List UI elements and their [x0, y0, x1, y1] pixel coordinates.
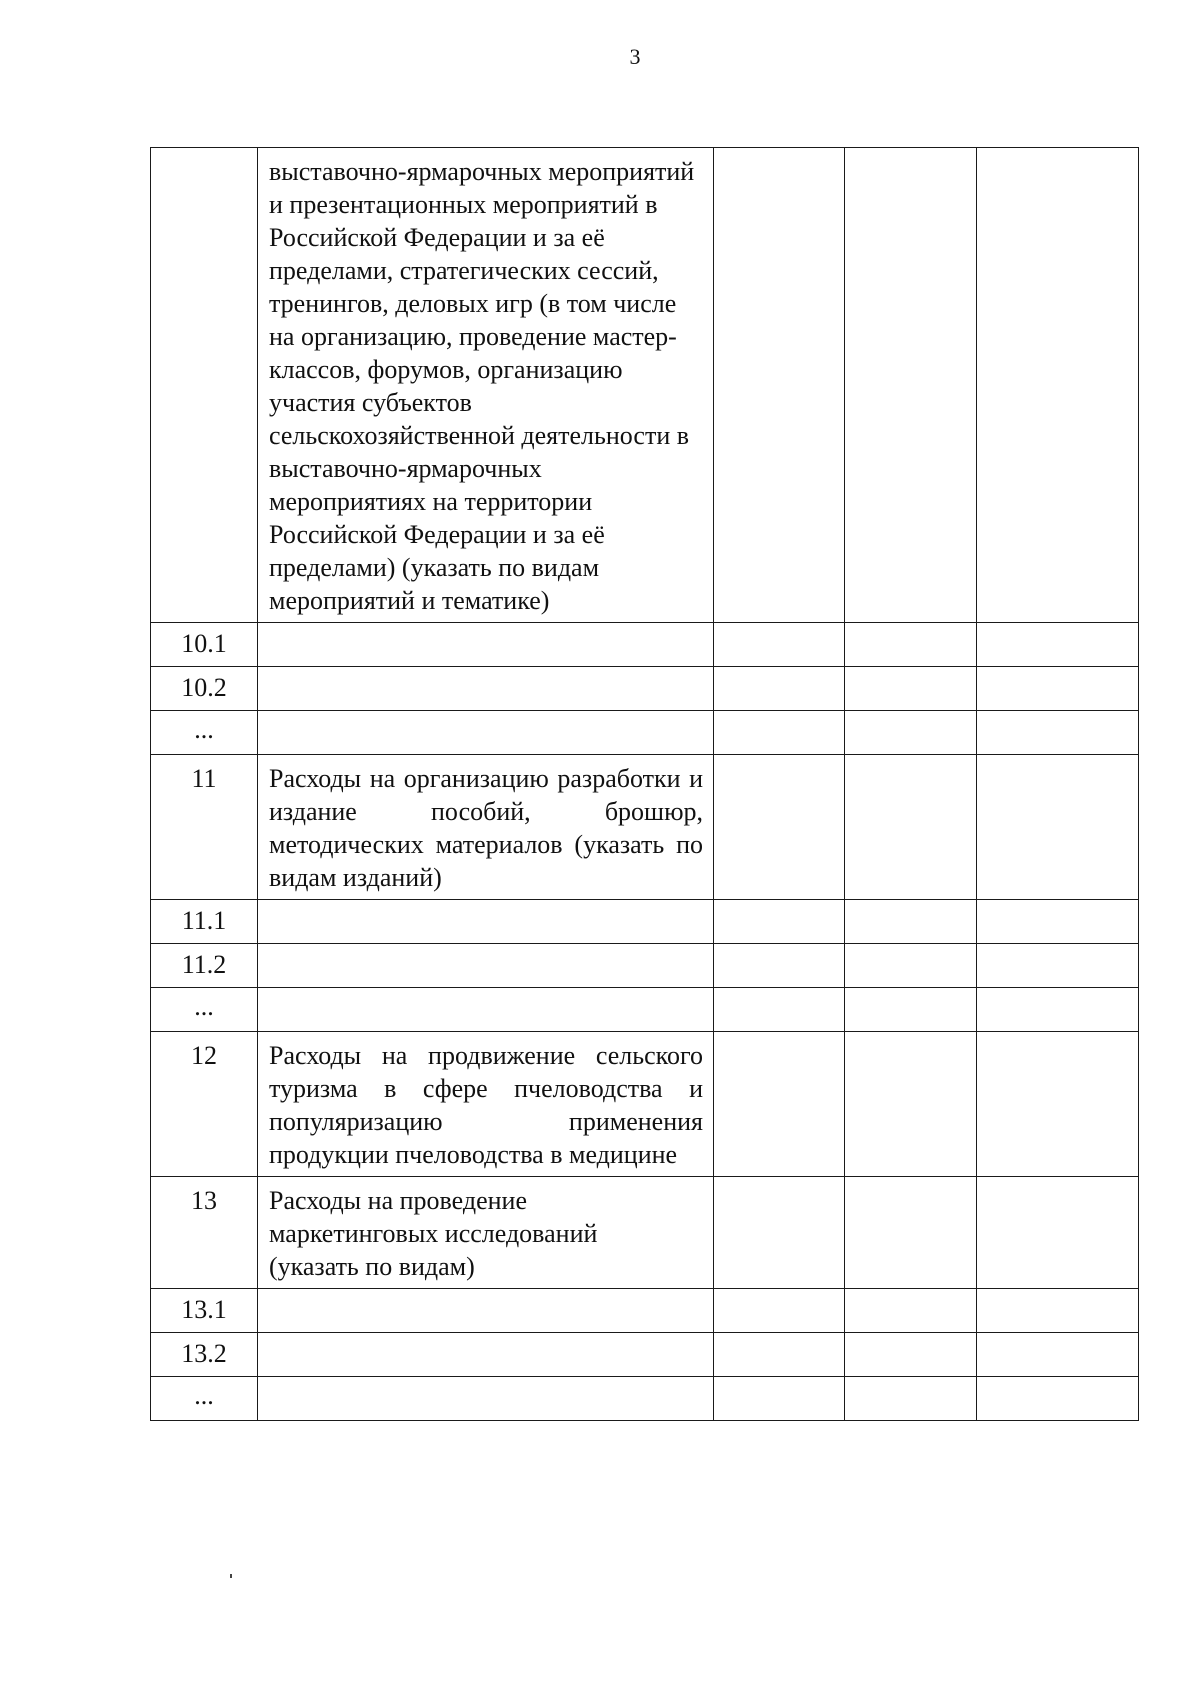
table-cell: [714, 1333, 845, 1377]
table-cell: [977, 667, 1139, 711]
table-cell: [714, 1032, 845, 1177]
table-row: [151, 1177, 1139, 1289]
table-cell: [977, 1377, 1139, 1421]
row-number: 11: [151, 755, 258, 900]
table-cell: [845, 1289, 977, 1333]
table-cell: [977, 148, 1139, 623]
table-row: [151, 1333, 1139, 1377]
table-row: [151, 623, 1139, 667]
table-cell: [714, 1289, 845, 1333]
row-description: Расходы на продвижение сельского туризма в сфере пчеловодства и популяризацию применения продукции пчеловодства в медицине: [258, 1032, 714, 1177]
table-cell: [714, 623, 845, 667]
row-description: [258, 1333, 714, 1377]
table-row: [151, 711, 1139, 755]
table-row: [151, 667, 1139, 711]
table-cell: [977, 1333, 1139, 1377]
table-cell: [714, 1177, 845, 1289]
row-number: 10.2: [151, 667, 258, 711]
table-cell: [845, 1032, 977, 1177]
table-cell: [845, 900, 977, 944]
row-number: ...: [151, 711, 258, 755]
table-cell: [845, 988, 977, 1032]
row-description: [258, 711, 714, 755]
row-number: 13: [151, 1177, 258, 1289]
scan-speck: [230, 1574, 232, 1578]
row-number: 11.2: [151, 944, 258, 988]
page-number: 3: [629, 44, 641, 69]
row-number: ...: [151, 988, 258, 1032]
table-row: [151, 988, 1139, 1032]
row-description: Расходы на проведение маркетинговых исследований (указать по видам): [258, 1177, 714, 1289]
table-cell: [977, 944, 1139, 988]
table-row: [151, 1032, 1139, 1177]
table-cell: [977, 711, 1139, 755]
table-row: [151, 755, 1139, 900]
table-cell: [714, 988, 845, 1032]
table-cell: [845, 1377, 977, 1421]
row-number: 13.2: [151, 1333, 258, 1377]
row-description: [258, 667, 714, 711]
table-cell: [977, 1177, 1139, 1289]
table-row: [151, 944, 1139, 988]
table-cell: [977, 1289, 1139, 1333]
row-number: 13.1: [151, 1289, 258, 1333]
expense-table: [150, 147, 1139, 1421]
row-description: [258, 900, 714, 944]
table-cell: [714, 755, 845, 900]
table-cell: [845, 1177, 977, 1289]
table-cell: [977, 1032, 1139, 1177]
row-number: [151, 148, 258, 623]
row-number: ...: [151, 1377, 258, 1421]
table-cell: [714, 711, 845, 755]
table-cell: [845, 711, 977, 755]
table-cell: [714, 1377, 845, 1421]
table-row: [151, 900, 1139, 944]
table-cell: [845, 148, 977, 623]
row-description: [258, 1289, 714, 1333]
table-row: [151, 1377, 1139, 1421]
row-number: 11.1: [151, 900, 258, 944]
table-cell: [845, 623, 977, 667]
table-cell: [845, 944, 977, 988]
row-number: 10.1: [151, 623, 258, 667]
row-description: [258, 1377, 714, 1421]
row-description: [258, 623, 714, 667]
row-description: [258, 944, 714, 988]
table-cell: [977, 900, 1139, 944]
table-cell: [714, 148, 845, 623]
row-number: 12: [151, 1032, 258, 1177]
table-cell: [845, 1333, 977, 1377]
table-row: [151, 1289, 1139, 1333]
row-description: выставочно-ярмарочных мероприятий и презентационных мероприятий в Российской Федерации и за её пределами, стратегических сессий, тренингов, деловых игр (в том числе на организацию, проведение мастер-классов, форумов, организацию участия субъектов сельскохозяйственной деятельности в выставочно-ярмарочных мероприятиях на территории Российской Федерации и за её пределами) (указать по видам мероприятий и тематике): [258, 148, 714, 623]
table-cell: [977, 623, 1139, 667]
row-description: Расходы на организацию разработки и издание пособий, брошюр, методических материалов (указать по видам изданий): [258, 755, 714, 900]
row-description: [258, 988, 714, 1032]
table-cell: [714, 944, 845, 988]
table-cell: [845, 667, 977, 711]
table-cell: [845, 755, 977, 900]
table-cell: [977, 755, 1139, 900]
table-cell: [714, 667, 845, 711]
table-row: [151, 148, 1139, 623]
table-cell: [714, 900, 845, 944]
table-cell: [977, 988, 1139, 1032]
